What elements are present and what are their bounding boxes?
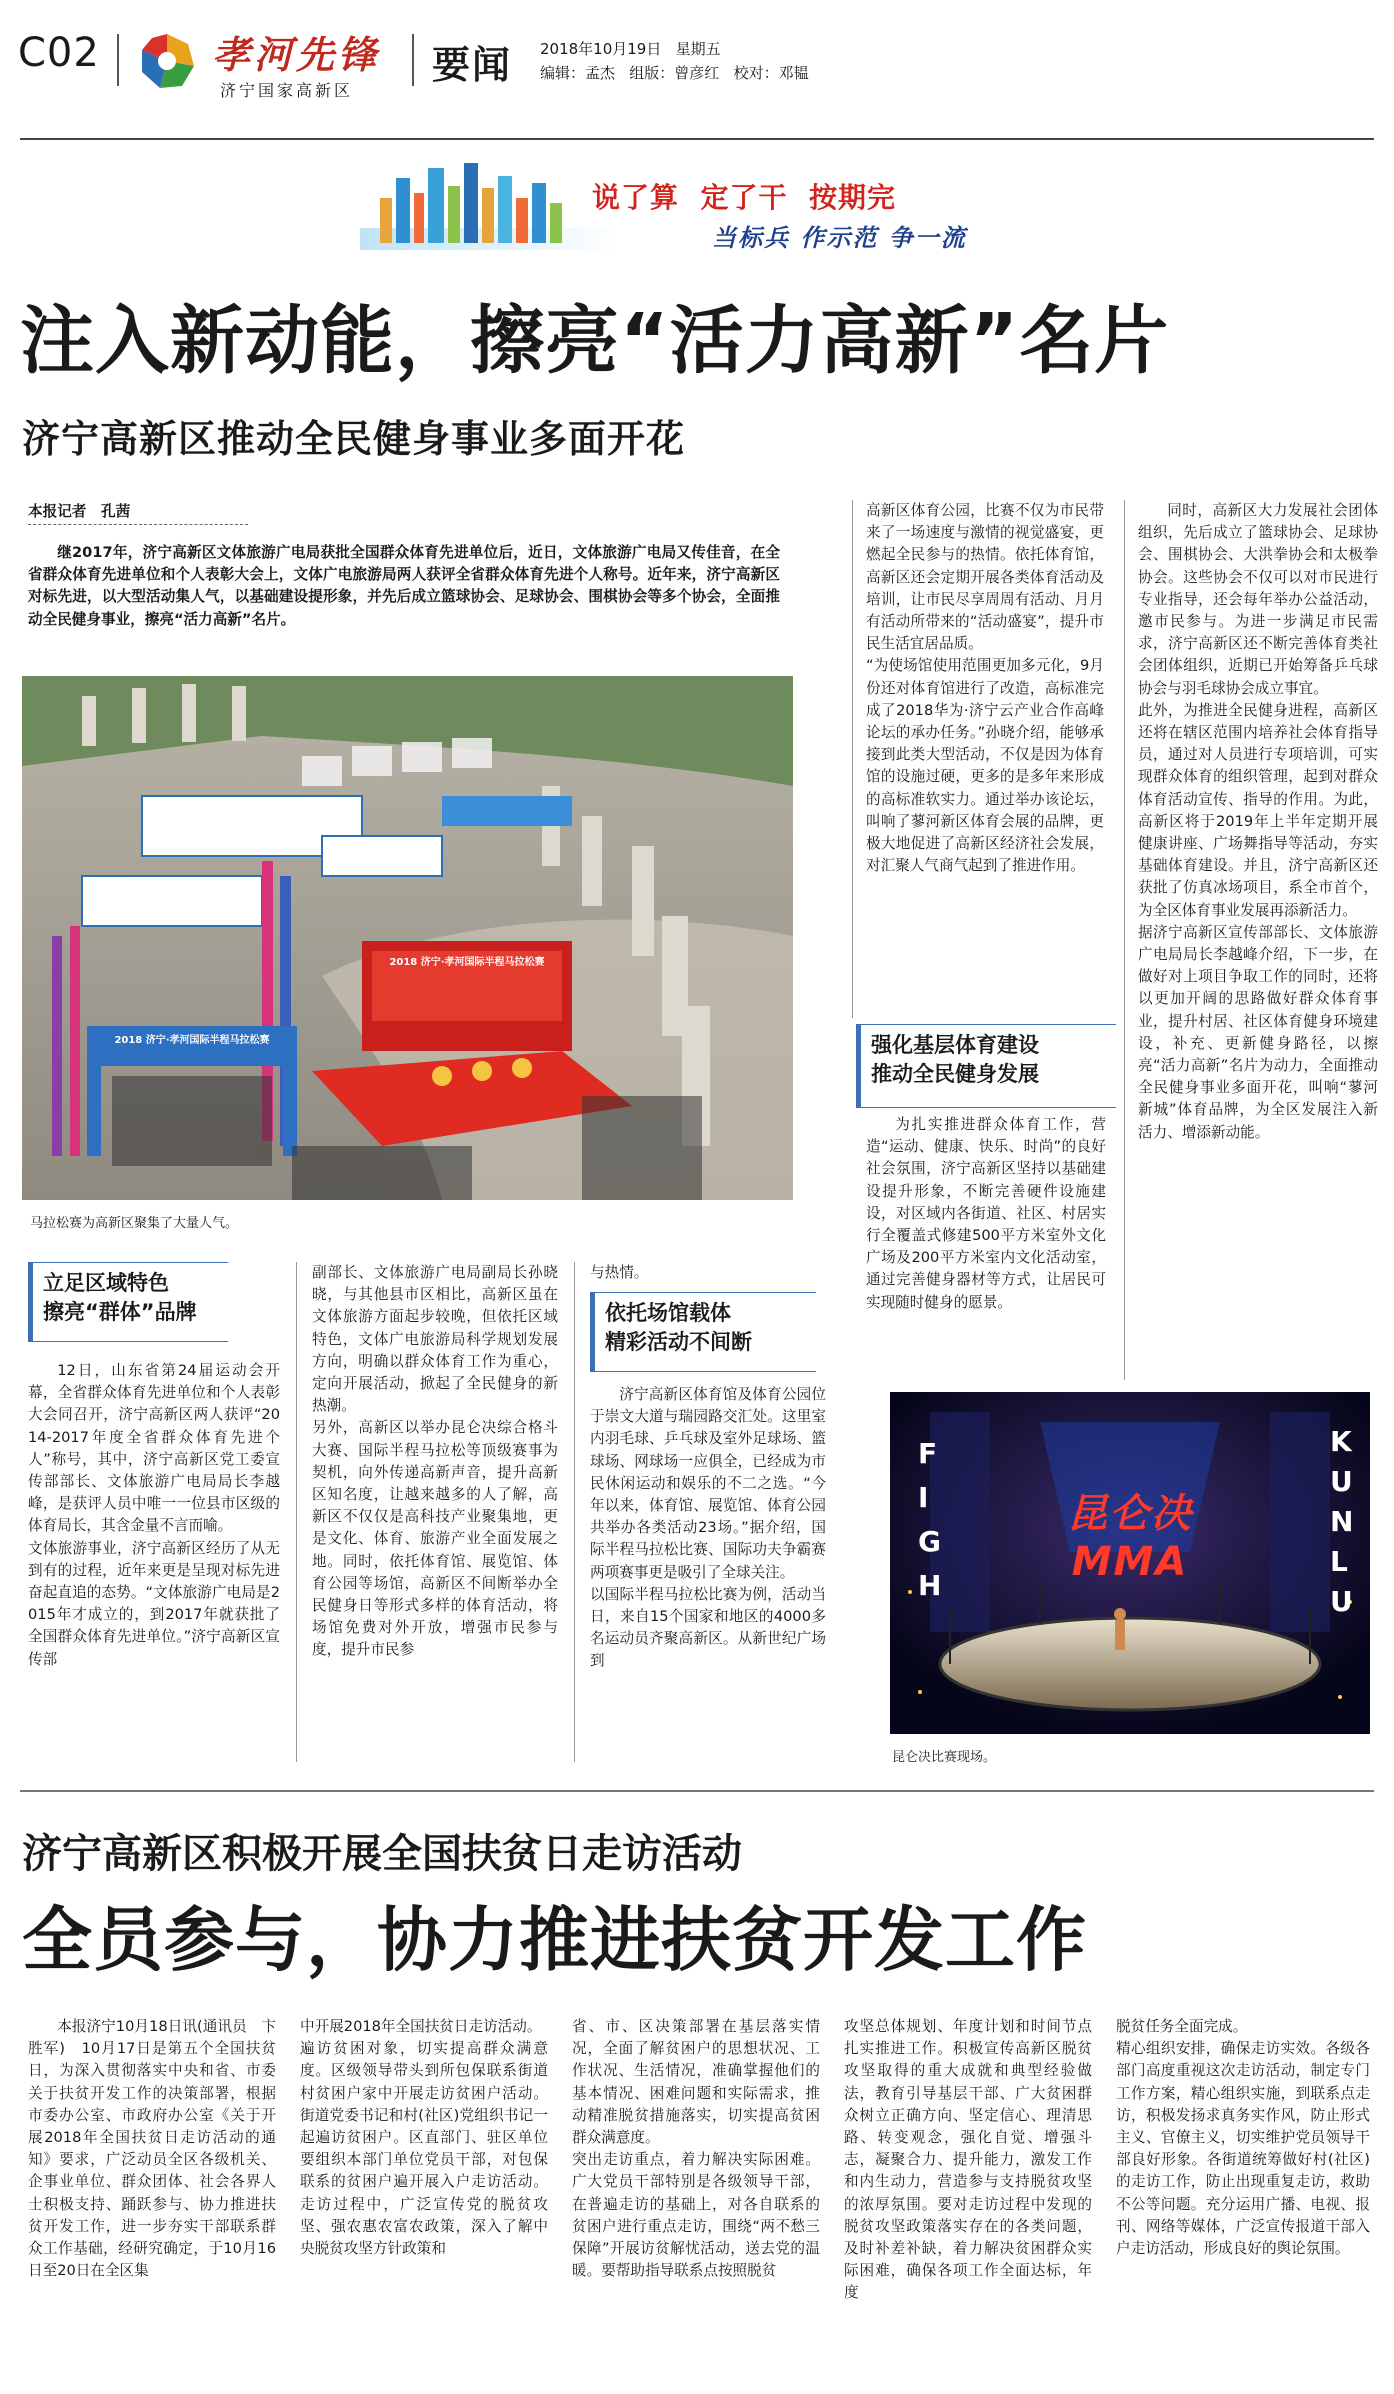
marathon-photo bbox=[22, 676, 793, 1200]
logo-icon bbox=[138, 32, 196, 90]
article2-headline: 全员参与，协力推进扶贫开发工作 bbox=[22, 1899, 1087, 1981]
stage-banner-text: 2018 济宁·孝河国际半程马拉松赛 bbox=[389, 957, 545, 968]
article1-headline: 注入新动能，擦亮“活力高新”名片 bbox=[20, 298, 1170, 384]
article2-col1: 本报济宁10月18日讯(通讯员 卞胜军) 10月17日是第五个全国扶贫日，为深入贯彻落实中央和省、市委关于扶贫开发工作的决策部署，根据市委办公室、市政府办公室《关于开展2018年全国扶贫日走访活动的通知》要求，广泛动员全区各级机关、企事业单位、群众团体、社会各界人士积极支持、踊跃参与、协力推进扶贫开发工作，进一步夯实干部联系群众工作基础，经研究确定，于10月16日至20日在全区集 bbox=[28, 2018, 276, 2280]
article1-lead: 继2017年，济宁高新区文体旅游广电局获批全国群众体育先进单位后，近日，文体旅游广电局又传佳音，在全省群众体育先进单位和个人表彰大会上，文体广电旅游局两人获评全省群众体育先进个人称号。近年来，济宁高新区对标先进，以大型活动集人气，以基础建设提形象，并先后成立篮球协会、足球协会、围棋协会等多个协会，全面推动全民健身事业，擦亮“活力高新”名片。 bbox=[28, 544, 780, 628]
paper-subtitle: 济宁国家高新区 bbox=[220, 81, 354, 100]
paper-name: 孝河先锋 bbox=[212, 32, 381, 77]
box-venues: 依托场馆载体 精彩活动不间断 bbox=[590, 1292, 816, 1372]
article2-col2: 中开展2018年全国扶贫日走访活动。 遍访贫困对象，切实提高群众满意度。区级领导带头到所包保联系街道村贫困户家中开展走访贫困户活动。街道党委书记和村(社区)党组织书记一起遍访贫困户。区直部门、驻区单位要组织本部门单位党员干部，对包保联系的贫困户遍开展入户走访活动。走访过程中，广泛宣传党的脱贫攻坚、强农惠农富农政策，深入了解中央脱贫攻坚方针政策和 bbox=[300, 2018, 548, 2258]
slogan-line-1: 说了算 定了干 按期完 bbox=[592, 181, 896, 214]
date-line: 2018年10月19日 星期五 bbox=[540, 40, 721, 58]
box-local-features: 立足区域特色 擦亮“群体”品牌 bbox=[28, 1262, 228, 1342]
article1-col4: 高新区体育公园，比赛不仅为市民带来了一场速度与激情的视觉盛宴，更燃起全民参与的热情。依托体育馆，高新区还会定期开展各类体育活动及培训，让市民尽享周周有活动、月月有活动所带来的“活动盛宴”，提升市民生活宜居品质。 “为使场馆使用范围更加多元化，9月份还对体育馆进行了改造，高标准完成了2018华为·济宁云产业合作高峰论坛的承办任务。”孙晓介绍，能够承接到此类大型活动，不仅是因为体育馆的设施过硬，更多的是多年来形成的高标准软实力。通过举办该论坛，叫响了蓼河新区体育会展的品牌，更极大地促进了高新区经济社会发展，对汇聚人气商气起到了推进作用。 bbox=[866, 502, 1104, 875]
box-grassroots: 强化基层体育建设 推动全民健身发展 bbox=[856, 1024, 1116, 1108]
editors-line: 编辑：孟杰 组版：曾彦红 校对：邓韫 bbox=[540, 64, 809, 82]
article1-col3-top: 与热情。 bbox=[590, 1264, 649, 1281]
kunlun-fight-photo bbox=[890, 1392, 1370, 1734]
section-name: 要闻 bbox=[432, 43, 513, 87]
article2-col4: 攻坚总体规划、年度计划和时间节点扎实推进工作。积极宣传高新区脱贫攻坚取得的重大成就和典型经验做法，教育引导基层干部、广大贫困群众树立正确方向、坚定信心、理清思路、转变观念，强化自觉、增强斗志，凝聚合力、提升能力，激发工作和内生动力，营造参与支持脱贫攻坚的浓厚氛围。要对走访过程中发现的脱贫攻坚政策落实存在的各类问题，及时补差补缺，着力解决贫困群众实际困难，确保各项工作全面达标，年度 bbox=[844, 2018, 1092, 2302]
photo2-caption: 昆仑决比赛现场。 bbox=[892, 1750, 997, 1765]
article1-col3: 济宁高新区体育馆及体育公园位于崇文大道与瑞园路交汇处。这里室内羽毛球、乒乓球及室外足球场、篮球场、网球场一应俱全，已经成为市民休闲运动和娱乐的不二之选。“今年以来，体育馆、展览馆、体育公园共举办各类活动23场。”据介绍，国际半程马拉松比赛、国际功夫争霸赛两项赛事更是吸引了全球关注。 以国际半程马拉松比赛为例，活动当日，来自15个国家和地区的4000多名运动员齐聚高新区。从新世纪广场到 bbox=[590, 1386, 826, 1670]
kunlun-logo: 昆仑决 MMA bbox=[1067, 1491, 1193, 1585]
slogan-banner bbox=[360, 158, 1060, 258]
article1-subhead: 济宁高新区推动全民健身事业多面开花 bbox=[22, 417, 686, 461]
article2-kicker: 济宁高新区积极开展全国扶贫日走访活动 bbox=[22, 1831, 742, 1877]
article1-col5: 同时，高新区大力发展社会团体组织，先后成立了篮球协会、足球协会、围棋协会、大洪拳协会和太极拳协会。这些协会不仅可以对市民进行专业指导，还会每年举办公益活动，邀市民参与。为进一步满足市民需求，济宁高新区还不断完善体育类社会团体组织，近期已开始筹备乒乓球协会与羽毛球协会成立事宜。 此外，为推进全民健身进程，高新区还将在辖区范围内培养社会体育指导员，通过对人员进行专项培训，可实现群众体育的组织管理，起到对群众体育活动宣传、指导的作用。为此，高新区将于2019年上半年定期开展健康讲座、广场舞指导等活动，夯实基础体育建设。并且，济宁高新区还获批了仿真冰场项目，系全市首个，为全区体育事业发展再添新活力。 据济宁高新区宣传部部长、文体旅游广电局局长李越峰介绍，下一步，在做好对上项目争取工作的同时，还将以更加开阔的思路做好群众体育事业，提升村居、社区体育健身环境建设，补充、更新健身路径，以擦亮“活力高新”名片为动力，全面推动全民健身事业多面开花，叫响“蓼河新城”体育品牌，为全区发展注入新活力、增添新动能。 bbox=[1138, 502, 1378, 1141]
photo1-caption: 马拉松赛为高新区聚集了大量人气。 bbox=[30, 1216, 239, 1231]
fight-letters-right: K U N L U bbox=[1330, 1425, 1354, 1618]
article1-col1: 12日，山东省第24届运动会开幕，全省群众体育先进单位和个人表彰大会同召开，济宁高新区两人获评“2014-2017年度全省群众体育先进个人”称号，其中，济宁高新区党工委宣传部部长、文体旅游广电局局长李越峰，是获评人员中唯一一位县市区级的体育局长，其含金量不言而喻。 文体旅游事业，济宁高新区经历了从无到有的过程，近年来更是呈现对标先进奋起直追的态势。“文体旅游广电局是2015年才成立的，到2017年就获批了全国群众体育先进单位。”济宁高新区宣传部 bbox=[28, 1362, 280, 1668]
byline: 本报记者 孔茜 bbox=[28, 503, 131, 520]
city-skyline-icon bbox=[360, 158, 620, 258]
fight-letters-left: F I G H bbox=[918, 1437, 942, 1602]
arch-banner-text: 2018 济宁·孝河国际半程马拉松赛 bbox=[114, 1035, 270, 1046]
article2-col5: 脱贫任务全面完成。 精心组织安排，确保走访实效。各级各部门高度重视这次走访活动，制定专门工作方案，精心组织实施，到联系点走访，积极发扬求真务实作风，防止形式主义、官僚主义，切实维护党员领导干部良好形象。各街道统筹做好村(社区)的走访工作，防止出现重复走访，救助不公等问题。充分运用广播、电视、报刊、网络等媒体，广泛宣传报道干部入户走访活动，形成良好的舆论氛围。 bbox=[1116, 2018, 1370, 2258]
article1-col2: 副部长、文体旅游广电局副局长孙晓晓，与其他县市区相比，高新区虽在文体旅游方面起步较晚，但依托区域特色，文体广电旅游局科学规划发展方向，明确以群众体育工作为重心，定向开展活动，掀起了全民健身的新热潮。 另外，高新区以举办昆仑决综合格斗大赛、国际半程马拉松等顶级赛事为契机，向外传递高新声音，提升高新区知名度，让越来越多的人了解，高新区不仅仅是高科技产业聚集地，更是文化、体育、旅游产业全面发展之地。同时，依托体育馆、展览馆、体育公园等场馆，高新区不间断举办全民健身日等形式多样的体育活动，将场馆免费对外开放，增强市民参与度，提升市民参 bbox=[312, 1264, 558, 1659]
article1-col4b: 为扎实推进群众体育工作，营造“运动、健康、快乐、时尚”的良好社会氛围，济宁高新区坚持以基础建设提升形象，不断完善硬件设施建设，对区域内各街道、社区、村居实行全覆盖式修建500平方米室外文化广场及200平方米室内文化活动室，通过完善健身器材等方式，让居民可实现随时健身的愿景。 bbox=[866, 1116, 1106, 1311]
article2-col3: 省、市、区决策部署在基层落实情况，全面了解贫困户的思想状况、工作状况、生活情况，准确掌握他们的基本情况、困难问题和实际需求，推动精准脱贫措施落实，切实提高贫困群众满意度。 突出走访重点，着力解决实际困难。广大党员干部特别是各级领导干部，在普遍走访的基础上，对各自联系的贫困户进行重点走访，围绕“两不愁三保障”开展访贫解忧活动，送去党的温暖。要帮助指导联系点按照脱贫 bbox=[572, 2018, 820, 2280]
slogan-line-2: 当标兵 作示范 争一流 bbox=[712, 224, 967, 252]
page-number: C02 bbox=[18, 30, 100, 76]
